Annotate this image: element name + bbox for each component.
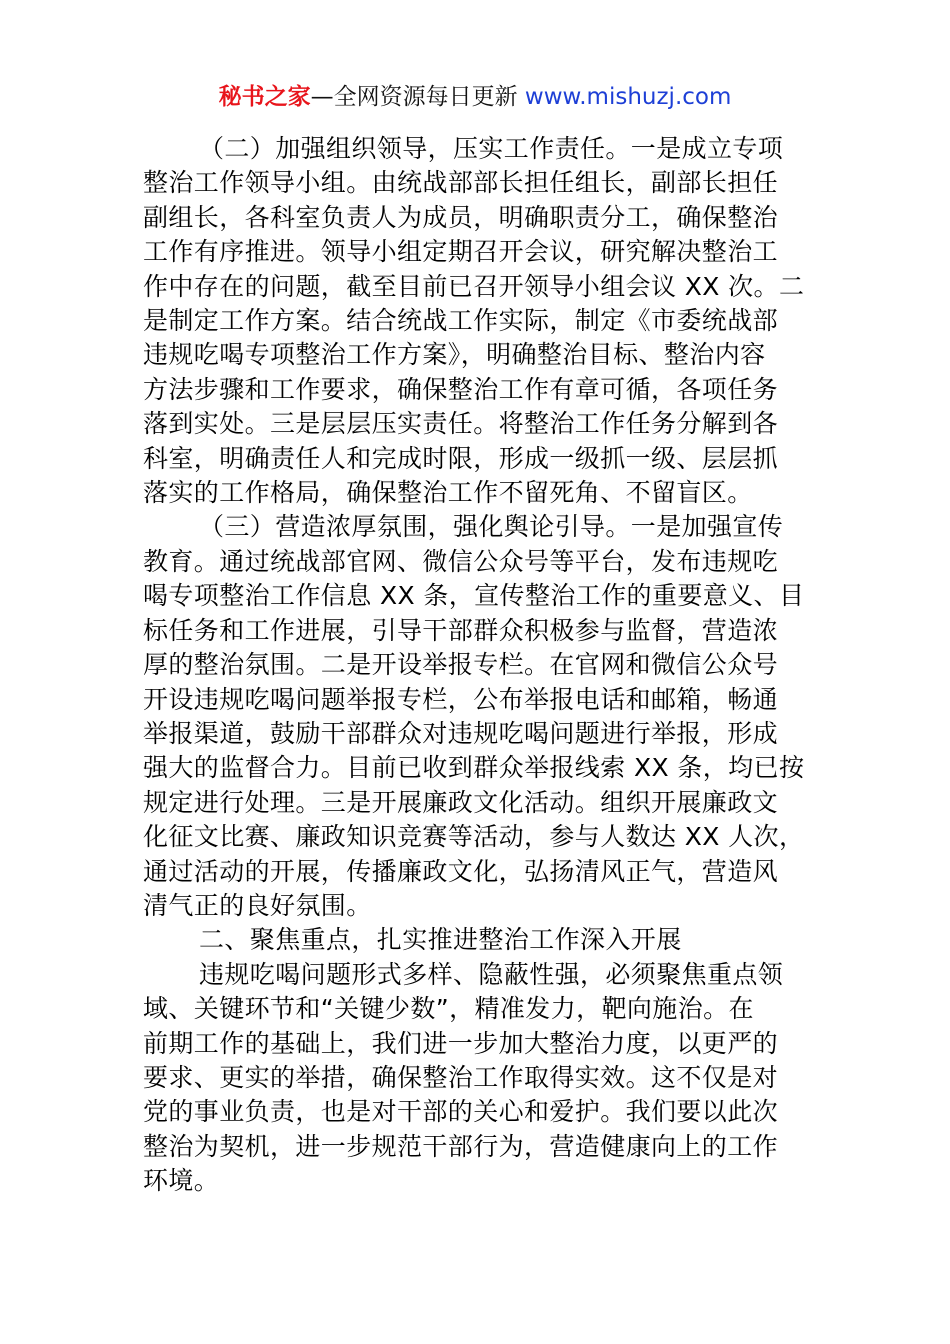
paragraph-line: 作中存在的问题，截至目前已召开领导小组会议 XX 次。二: [143, 271, 805, 301]
paragraph-line: 要求、更实的举措，确保整治工作取得实效。这不仅是对: [143, 1062, 779, 1092]
header-tagline: —全网资源每日更新: [310, 84, 518, 110]
paragraph-line: 违规吃喝专项整治工作方案》，明确整治目标、整治内容: [143, 340, 766, 370]
paragraph-line: （二）加强组织领导，压实工作责任。一是成立专项: [199, 134, 784, 163]
paragraph-line: 违规吃喝问题形式多样、隐蔽性强，必须聚焦重点领: [199, 959, 784, 989]
paragraph-line: 落实的工作格局，确保整治工作不留死角、不留盲区。: [143, 478, 753, 508]
paragraph-line: 科室，明确责任人和完成时限，形成一级抓一级、层层抓: [143, 443, 779, 473]
brand-name: 秘书之家: [218, 84, 311, 110]
paragraph-line: 举报渠道，鼓励干部群众对违规吃喝问题进行举报，形成: [143, 718, 779, 748]
paragraph-line: 落到实处。三是层层压实责任。将整治工作任务分解到各: [143, 409, 779, 439]
website-link[interactable]: www.mishuzj.com: [524, 84, 732, 110]
paragraph-line: 工作有序推进。领导小组定期召开会议，研究解决整治工: [143, 237, 779, 267]
paragraph-line: 整治为契机，进一步规范干部行为，营造健康向上的工作: [143, 1131, 779, 1161]
paragraph-line: 清气正的良好氛围。: [143, 890, 372, 920]
paragraph-line: 喝专项整治工作信息 XX 条，宣传整治工作的重要意义、目: [143, 581, 805, 611]
paragraph-line: 方法步骤和工作要求，确保整治工作有章可循，各项任务: [143, 374, 779, 404]
document-body: [143, 132, 808, 1199]
paragraph-line: 强大的监督合力。目前已收到群众举报线索 XX 条，均已按: [143, 753, 805, 783]
paragraph-line: 环境。: [143, 1166, 220, 1196]
paragraph-line: 党的事业负责，也是对干部的关心和爱护。我们要以此次: [143, 1097, 779, 1127]
paragraph-line: 开设违规吃喝问题举报专栏，公布举报电话和邮箱，畅通: [143, 684, 779, 714]
paragraph-line: 厚的整治氛围。二是开设举报专栏。在官网和微信公众号: [143, 650, 779, 680]
paragraph-line: 副组长，各科室负责人为成员，明确职责分工，确保整治: [143, 202, 779, 232]
paragraph-line: 标任务和工作进展，引导干部群众积极参与监督，营造浓: [143, 615, 779, 645]
section-heading: 二、聚焦重点，扎实推进整治工作深入开展: [199, 925, 682, 955]
paragraph-line: （三）营造浓厚氛围，强化舆论引导。一是加强宣传: [199, 512, 784, 542]
paragraph-line: 域、关键环节和“关键少数”，精准发力，靶向施治。在: [143, 994, 754, 1024]
paragraph-line: 整治工作领导小组。由统战部部长担任组长，副部长担任: [143, 168, 779, 198]
paragraph-line: 教育。通过统战部官网、微信公众号等平台，发布违规吃: [143, 546, 779, 576]
paragraph-line: 前期工作的基础上，我们进一步加大整治力度，以更严的: [143, 1028, 779, 1058]
paragraph-line: 规定进行处理。三是开展廉政文化活动。组织开展廉政文: [143, 787, 779, 817]
paragraph-line: 化征文比赛、廉政知识竞赛等活动，参与人数达 XX 人次，: [143, 822, 805, 852]
paragraph-line: 是制定工作方案。结合统战工作实际，制定《市委统战部: [143, 306, 779, 336]
paragraph-line: 通过活动的开展，传播廉政文化，弘扬清风正气，营造风: [143, 856, 779, 886]
site-header: [0, 80, 950, 114]
